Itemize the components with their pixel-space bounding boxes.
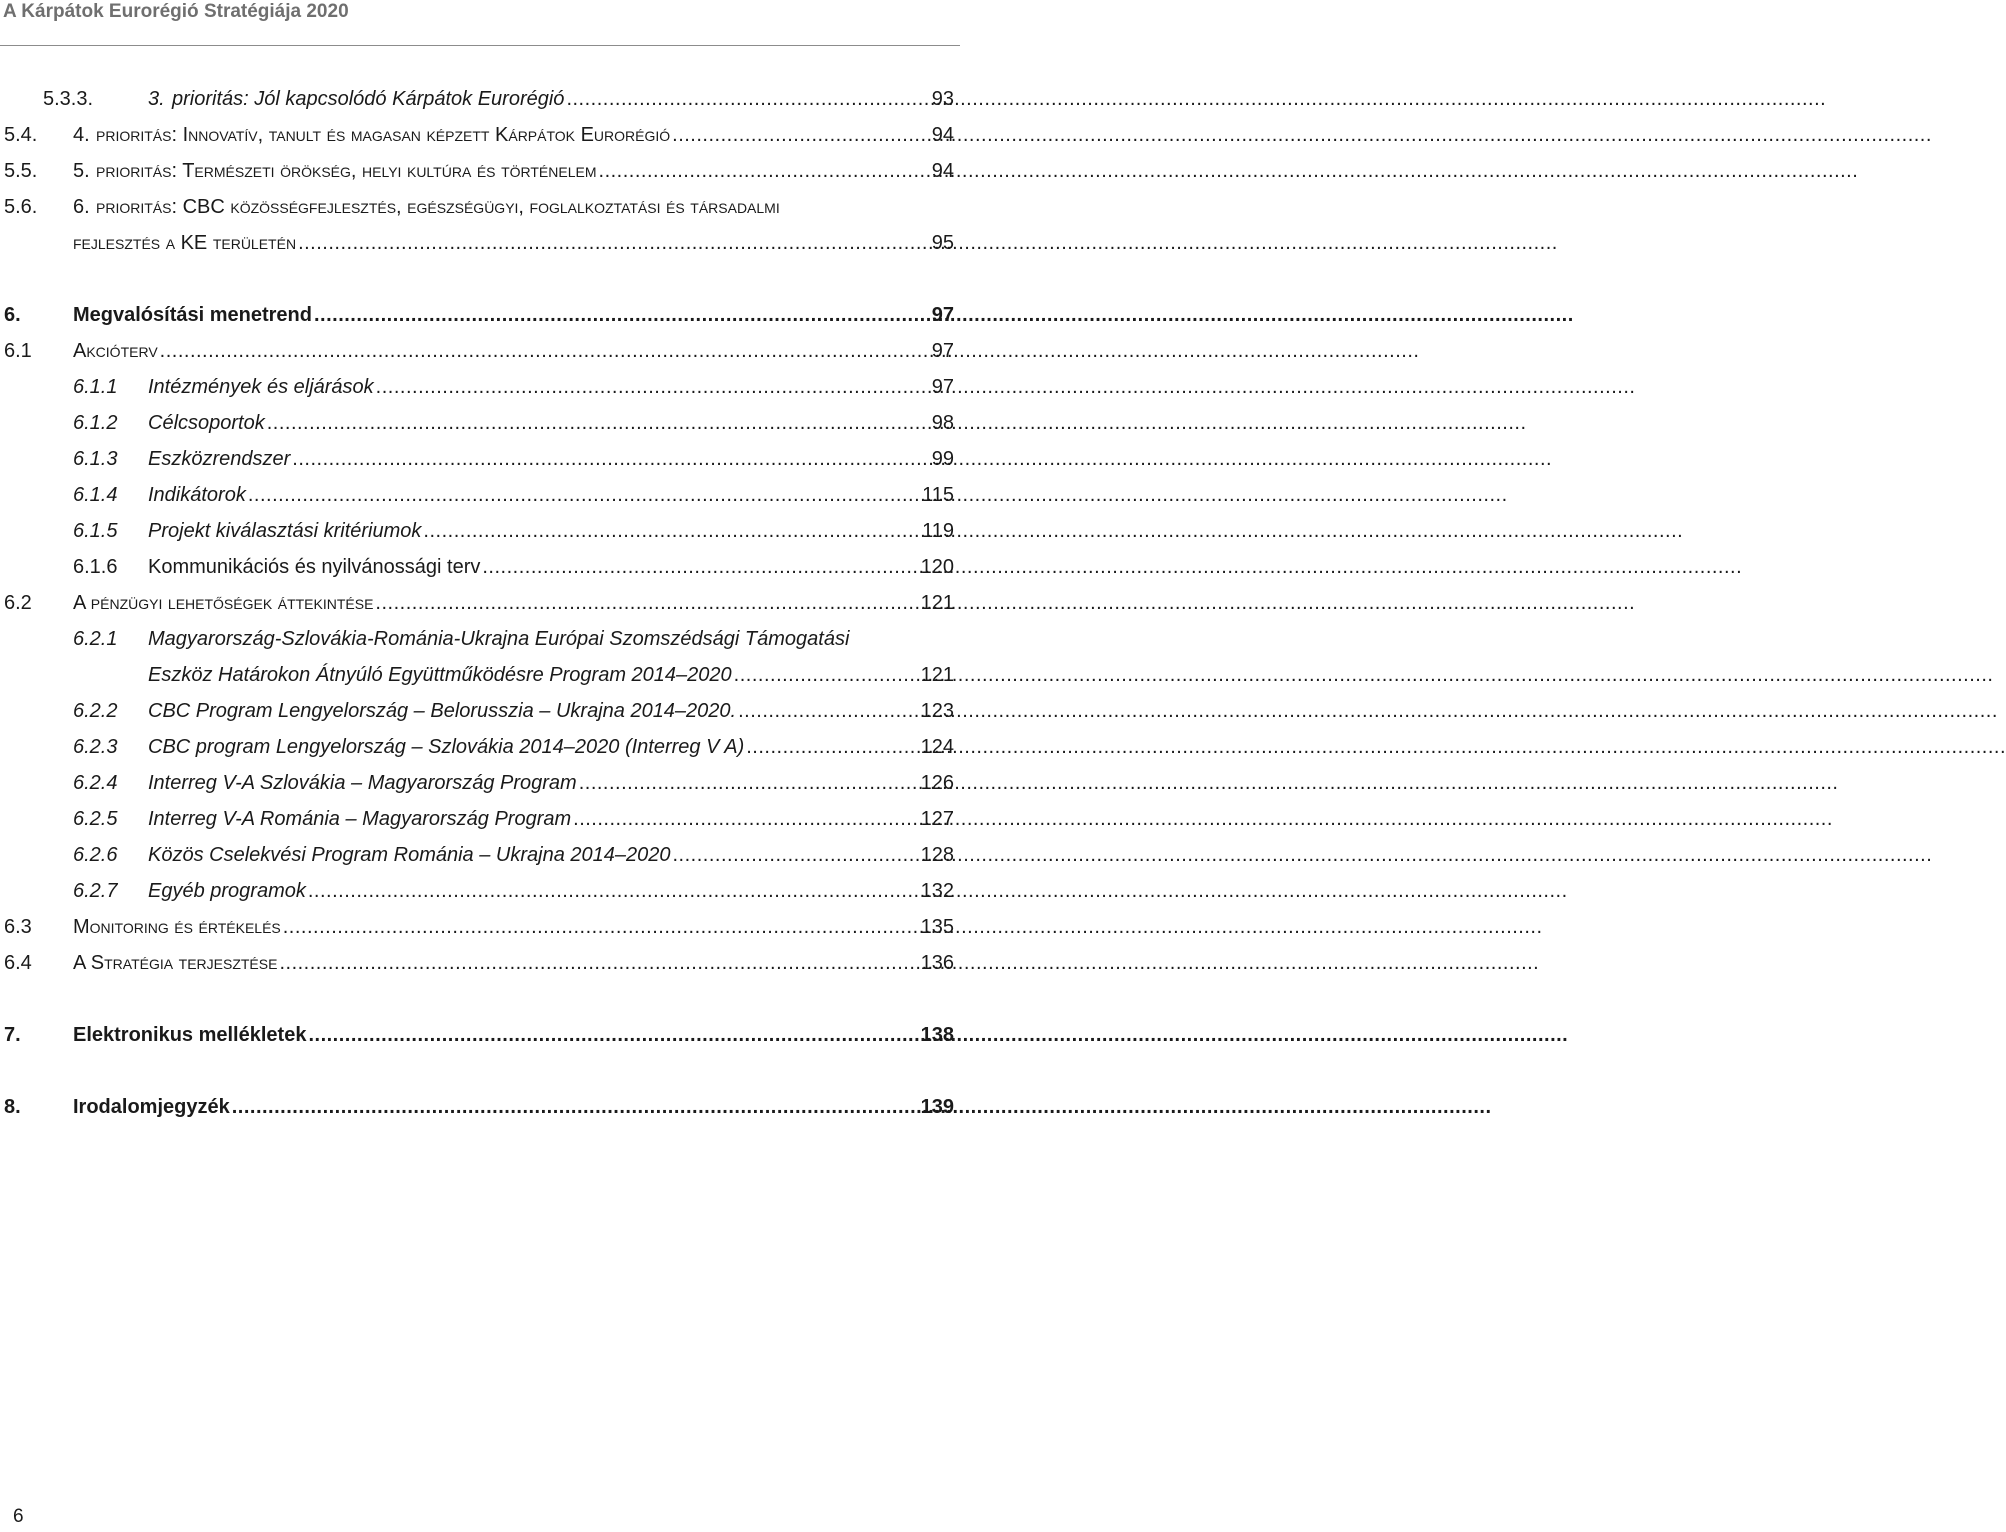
toc-entry-title-line	[148, 406, 902, 440]
toc-entry-number: 8.	[4, 1096, 21, 1118]
toc-entry-page: 126	[920, 772, 954, 794]
toc-entry[interactable]	[0, 658, 960, 692]
toc-entry-page: 97	[931, 340, 954, 362]
table-of-contents	[0, 0, 960, 1200]
toc-entry-number: 6.1.6	[73, 556, 118, 578]
toc-entry-page: 132	[920, 880, 954, 902]
toc-entry-title: CBC program Lengyelország – Szlovákia 2014–2020 (Interreg V A)	[148, 736, 745, 758]
toc-entry-title-line	[73, 946, 902, 980]
toc-entry[interactable]	[0, 1018, 960, 1052]
toc-leader-dots	[283, 910, 902, 944]
toc-entry-number: 6.2.5	[73, 808, 118, 830]
toc-entry-title: A Stratégia terjesztése	[73, 952, 278, 974]
toc-entry-title: Interreg V-A Románia – Magyarország Program	[148, 808, 572, 830]
toc-leader-dots	[279, 946, 902, 980]
toc-entry[interactable]	[0, 874, 960, 908]
toc-entry[interactable]	[0, 406, 960, 440]
toc-entry-title: prioritás: Természeti örökség, helyi kultúra és történelem	[96, 160, 597, 182]
toc-entry-number: 6.2.4	[73, 772, 118, 794]
toc-entry[interactable]	[0, 190, 960, 224]
toc-entry-page: 94	[931, 124, 954, 146]
toc-entry[interactable]	[0, 730, 960, 764]
toc-entry-page: 127	[920, 808, 954, 830]
toc-entry[interactable]	[0, 694, 960, 728]
toc-entry-title: prioritás: Innovatív, tanult és magasan képzett Kárpátok Eurorégió	[96, 124, 671, 146]
toc-entry-page: 93	[931, 88, 954, 110]
toc-entry-number: 6.1.5	[73, 520, 118, 542]
toc-entry-title-line	[148, 622, 902, 656]
toc-entry[interactable]	[0, 1090, 960, 1124]
toc-entry-title-line	[148, 838, 902, 872]
toc-entry[interactable]	[0, 82, 960, 116]
toc-entry-title-line	[73, 586, 902, 620]
toc-entry-subnumber: 5.	[73, 160, 90, 182]
toc-entry-title: Monitoring és értékelés	[73, 916, 281, 938]
toc-entry-subnumber: 4.	[73, 124, 90, 146]
toc-entry-title: Akcióterv	[73, 340, 158, 362]
toc-entry-page: 120	[920, 556, 954, 578]
toc-entry-page: 138	[920, 1024, 954, 1046]
toc-entry-title: Eszközrendszer	[148, 448, 291, 470]
toc-entry-number: 6.2.1	[73, 628, 118, 650]
toc-entry-page: 124	[920, 736, 954, 758]
toc-entry-number: 6.2	[4, 592, 32, 614]
footer-page-number: 6	[13, 1506, 24, 1527]
toc-entry-title: Indikátorok	[148, 484, 246, 506]
toc-entry[interactable]	[0, 334, 960, 368]
toc-entry-title: Magyarország-Szlovákia-Románia-Ukrajna Európai Szomszédsági Támogatási	[148, 628, 850, 650]
toc-entry-number: 5.3.3.	[43, 88, 94, 110]
toc-leader-dots	[314, 298, 902, 332]
toc-leader-dots	[375, 586, 902, 620]
toc-entry-number: 6.2.7	[73, 880, 118, 902]
toc-entry-number: 6.1.2	[73, 412, 118, 434]
toc-entry-page: 121	[920, 592, 954, 614]
toc-entry[interactable]	[0, 370, 960, 404]
toc-entry[interactable]	[0, 154, 960, 188]
toc-entry-title: Eszköz Határokon Átnyúló Együttműködésre Program 2014–2020	[148, 664, 732, 686]
toc-entry[interactable]	[0, 838, 960, 872]
toc-leader-dots	[566, 82, 902, 116]
toc-leader-dots	[573, 802, 902, 836]
toc-entry-title-line	[148, 514, 902, 548]
toc-entry-page: 121	[920, 664, 954, 686]
toc-entry-title: Intézmények és eljárások	[148, 376, 374, 398]
toc-entry-title: prioritás: Jól kapcsolódó Kárpátok Eurorégió	[172, 88, 565, 110]
toc-leader-dots	[308, 874, 902, 908]
toc-leader-dots	[232, 1090, 902, 1124]
toc-entry-title-line	[148, 802, 902, 836]
toc-entry-page: 97	[931, 376, 954, 398]
toc-entry-subnumber: 6.	[73, 196, 90, 218]
toc-leader-dots	[482, 550, 902, 584]
toc-entry[interactable]	[0, 622, 960, 656]
toc-entry-page: 135	[920, 916, 954, 938]
toc-entry-title-line	[96, 154, 902, 188]
header-title: A Kárpátok Eurorégió Stratégiája 2020	[3, 1, 349, 22]
toc-entry-number: 6.1.3	[73, 448, 118, 470]
toc-entry[interactable]	[0, 442, 960, 476]
toc-entry-title-line	[148, 442, 902, 476]
toc-entry-title-line	[96, 118, 902, 152]
toc-entry-page: 97	[931, 304, 954, 326]
toc-entry-page: 94	[931, 160, 954, 182]
toc-entry[interactable]	[0, 766, 960, 800]
toc-entry-page: 139	[920, 1096, 954, 1118]
toc-entry[interactable]	[0, 514, 960, 548]
toc-entry-title: A pénzügyi lehetőségek áttekintése	[73, 592, 374, 614]
toc-entry[interactable]	[0, 118, 960, 152]
toc-entry-number: 6.3	[4, 916, 32, 938]
toc-entry-title-line	[73, 298, 902, 332]
toc-entry-title: prioritás: CBC közösségfejlesztés, egészségügyi, foglalkoztatási és társadalmi	[96, 196, 780, 218]
toc-entry-title: Célcsoportok	[148, 412, 265, 434]
toc-leader-dots	[248, 478, 902, 512]
toc-entry[interactable]	[0, 946, 960, 980]
toc-entry-title-line	[148, 478, 902, 512]
toc-entry[interactable]	[0, 226, 960, 260]
toc-entry-title-line	[148, 658, 902, 692]
toc-entry-title-line	[96, 190, 902, 224]
toc-entry-title: Közös Cselekvési Program Románia – Ukrajna 2014–2020	[148, 844, 671, 866]
toc-entry-subnumber: 3.	[148, 88, 165, 110]
toc-entry-title: CBC Program Lengyelország – Belorusszia – Ukrajna 2014–2020.	[148, 700, 737, 722]
toc-leader-dots	[298, 226, 902, 260]
toc-leader-dots	[599, 154, 902, 188]
toc-entry-title-line	[148, 766, 902, 800]
toc-entry-page: 95	[931, 232, 954, 254]
toc-entry[interactable]	[0, 478, 960, 512]
toc-leader-dots	[376, 370, 902, 404]
toc-leader-dots	[423, 514, 902, 548]
toc-entry-number: 6.4	[4, 952, 32, 974]
toc-entry-number: 5.5.	[4, 160, 38, 182]
toc-entry-number: 5.4.	[4, 124, 38, 146]
toc-entry-title-line	[73, 910, 902, 944]
toc-entry-number: 6.1.4	[73, 484, 118, 506]
toc-entry-title-line	[148, 874, 902, 908]
toc-entry-number: 6.2.3	[73, 736, 118, 758]
toc-entry[interactable]	[0, 586, 960, 620]
toc-entry[interactable]	[0, 910, 960, 944]
toc-entry-title-line	[148, 550, 902, 584]
toc-entry-page: 136	[920, 952, 954, 974]
toc-entry-number: 7.	[4, 1024, 21, 1046]
toc-entry-title-line	[73, 1018, 902, 1052]
toc-entry[interactable]	[0, 298, 960, 332]
toc-entry-number: 6.2.2	[73, 700, 118, 722]
toc-entry-number: 6.	[4, 304, 21, 326]
toc-entry-title: fejlesztés a KE területén	[73, 232, 297, 254]
toc-entry-title-line	[148, 370, 902, 404]
toc-entry-page: 128	[920, 844, 954, 866]
toc-leader-dots	[160, 334, 902, 368]
toc-entry-title: Irodalomjegyzék	[73, 1096, 230, 1118]
toc-entry-title: Egyéb programok	[148, 880, 306, 902]
toc-leader-dots	[579, 766, 902, 800]
toc-leader-dots	[672, 118, 902, 152]
toc-entry[interactable]	[0, 802, 960, 836]
toc-leader-dots	[267, 406, 902, 440]
toc-entry-number: 6.1.1	[73, 376, 118, 398]
toc-entry-title-line	[73, 334, 902, 368]
toc-entry-title: Projekt kiválasztási kritériumok	[148, 520, 422, 542]
toc-leader-dots	[734, 658, 902, 692]
toc-leader-dots	[308, 1018, 902, 1052]
toc-entry-title: Interreg V-A Szlovákia – Magyarország Program	[148, 772, 577, 794]
toc-leader-dots	[746, 730, 902, 764]
toc-entry-page: 99	[931, 448, 954, 470]
toc-entry-title-line	[148, 694, 902, 728]
toc-leader-dots	[292, 442, 902, 476]
toc-entry-title-line	[73, 1090, 902, 1124]
toc-entry-page: 119	[922, 520, 954, 542]
toc-leader-dots	[738, 694, 902, 728]
toc-entry-title: Megvalósítási menetrend	[73, 304, 312, 326]
toc-entry-title-line	[172, 82, 902, 116]
toc-entry-page: 115	[922, 484, 954, 506]
toc-entry-number: 6.2.6	[73, 844, 118, 866]
toc-entry-number: 6.1	[4, 340, 32, 362]
toc-entry-page: 123	[920, 700, 954, 722]
toc-entry-number: 5.6.	[4, 196, 38, 218]
toc-entry-title: Kommunikációs és nyilvánossági terv	[148, 556, 481, 578]
toc-entry-title: Elektronikus mellékletek	[73, 1024, 307, 1046]
toc-entry-title-line	[148, 730, 902, 764]
toc-entry-title-line	[73, 226, 902, 260]
toc-entry[interactable]	[0, 550, 960, 584]
toc-leader-dots	[673, 838, 903, 872]
toc-entry-page: 98	[931, 412, 954, 434]
